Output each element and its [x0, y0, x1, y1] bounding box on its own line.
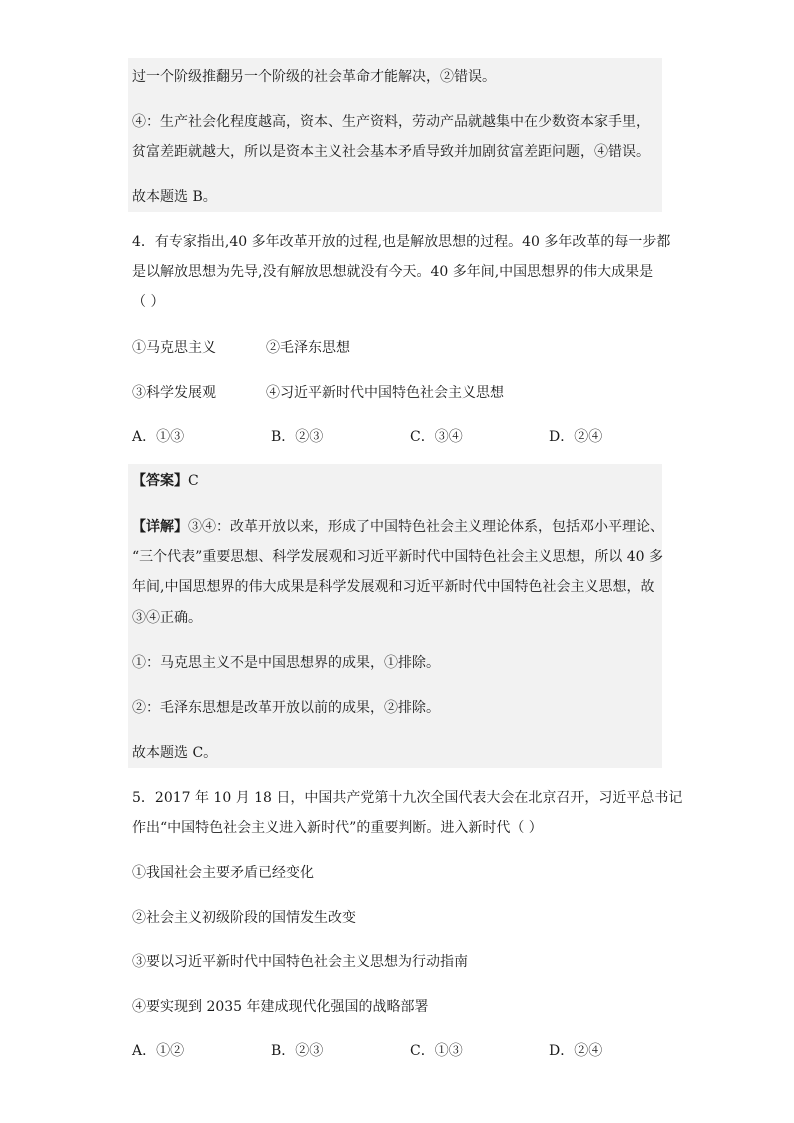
q4-item-3: ③科学发展观: [132, 385, 216, 401]
q5-item-1: ①我国社会主要矛盾已经变化: [132, 865, 314, 881]
q4-item-4: ④习近平新时代中国特色社会主义思想: [266, 385, 504, 401]
q4-answer-block: [128, 464, 662, 768]
prev-analysis-conclusion: 故本题选 B。: [132, 189, 217, 205]
q4-option-b: B．②③: [271, 429, 324, 445]
q5-item-3: ③要以习近平新时代中国特色社会主义思想为行动指南: [132, 954, 468, 970]
q4-detail-line-6: ②：毛泽东思想是改革开放以前的成果，②排除。: [132, 700, 440, 716]
q4-option-a: A．①③: [132, 429, 185, 445]
answer-label: 【答案】: [132, 473, 188, 489]
q4-stem-line-2: 是以解放思想为先导,没有解放思想就没有今天。40 多年间,中国思想界的伟大成果是: [132, 264, 654, 280]
q4-detail-line-1: [132, 517, 664, 537]
q5-option-c: C．①③: [410, 1043, 463, 1059]
q4-item-2: ②毛泽东思想: [266, 340, 350, 356]
q5-item-2: ②社会主义初级阶段的国情发生改变: [132, 910, 356, 926]
q5-option-b: B．②③: [271, 1043, 324, 1059]
q4-stem-line-1: 4．有专家指出,40 多年改革开放的过程,也是解放思想的过程。40 多年改革的每一步都: [132, 234, 671, 250]
q5-item-4: ④要实现到 2035 年建成现代化强国的战略部署: [132, 999, 429, 1015]
q4-option-c: C．③④: [410, 429, 463, 445]
q4-detail-line-4: ③④正确。: [132, 610, 202, 626]
q4-detail-line-2: “三个代表”重要思想、科学发展观和习近平新时代中国特色社会主义思想，所以 40 多: [132, 549, 664, 565]
q4-stem-line-3: （ ）: [132, 294, 165, 310]
q4-item-1: ①马克思主义: [132, 340, 216, 356]
detail-text-1: ③④：改革开放以来，形成了中国特色社会主义理论体系，包括邓小平理论、: [188, 519, 664, 535]
q4-conclusion: 故本题选 C。: [132, 745, 218, 761]
q5-option-a: A．①②: [132, 1043, 185, 1059]
q5-stem-line-2: 作出“中国特色社会主义进入新时代”的重要判断。进入新时代（ ）: [132, 820, 543, 836]
detail-label: 【详解】: [132, 519, 188, 535]
prev-analysis-line-1: 过一个阶级推翻另一个阶级的社会革命才能解决，②错误。: [132, 69, 496, 85]
q5-stem-line-1: 5．2017 年 10 月 18 日，中国共产党第十九次全国代表大会在北京召开，习近平总书记: [132, 790, 683, 806]
q4-answer: [132, 471, 199, 491]
answer-value: C: [188, 473, 199, 489]
q4-detail-line-5: ①：马克思主义不是中国思想界的成果，①排除。: [132, 655, 440, 671]
q5-option-d: D．②④: [549, 1043, 603, 1059]
q4-option-d: D．②④: [549, 429, 603, 445]
q4-detail-line-3: 年间,中国思想界的伟大成果是科学发展观和习近平新时代中国特色社会主义思想，故: [132, 579, 655, 595]
prev-analysis-line-2: ④：生产社会化程度越高，资本、生产资料，劳动产品就越集中在少数资本家手里，: [132, 114, 650, 130]
prev-analysis-line-3: 贫富差距就越大，所以是资本主义社会基本矛盾导致并加剧贫富差距问题，④错误。: [132, 144, 650, 160]
